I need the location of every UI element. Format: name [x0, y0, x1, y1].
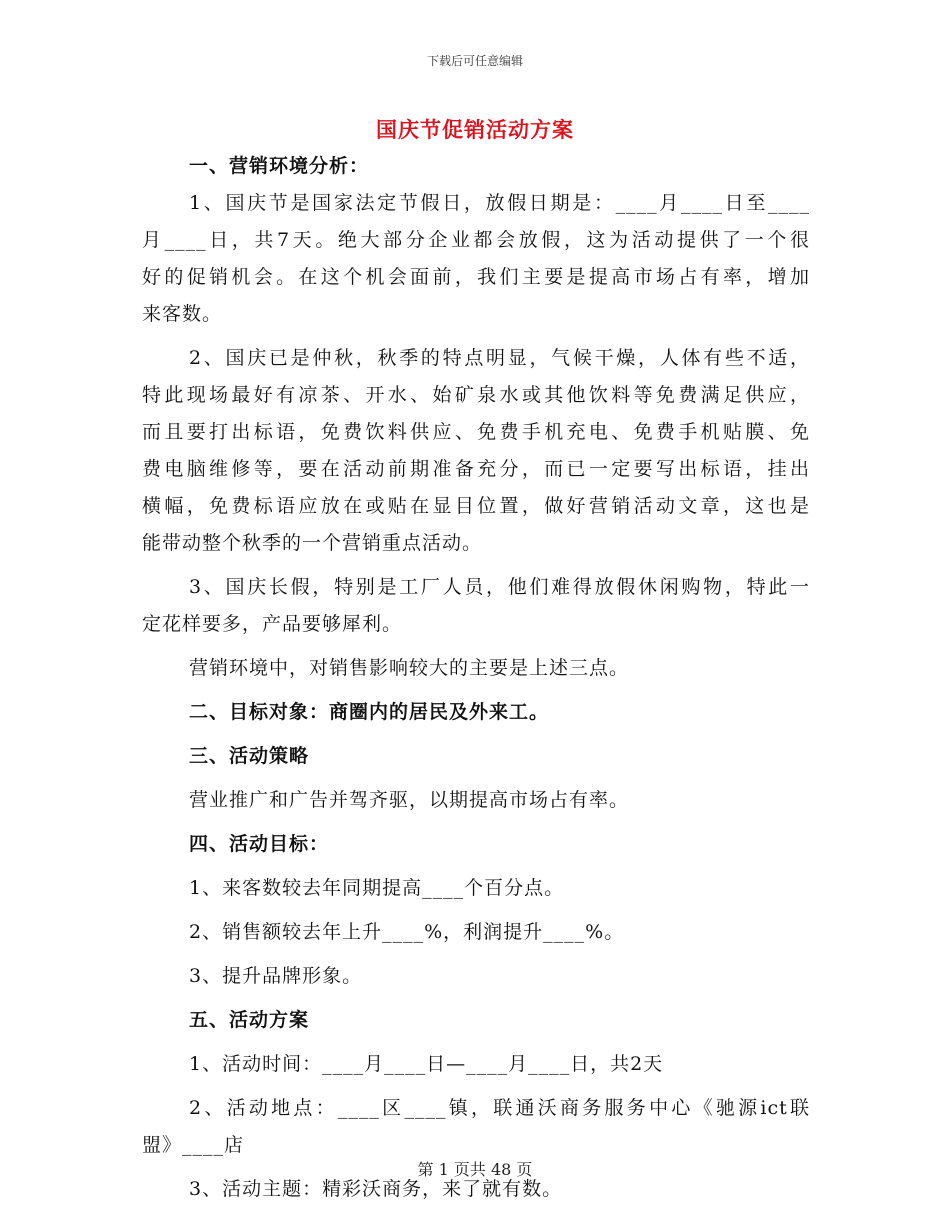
section-heading-marketing-environment: 一、营销环境分析：: [189, 155, 370, 177]
list-item: 2、活动地点：____区____镇，联通沃商务服务中心《驰源ict联: [189, 1097, 810, 1119]
list-item: 3、提升品牌形象。: [189, 965, 363, 987]
section-heading-target-audience: 二、目标对象：商圈内的居民及外来工。: [189, 701, 550, 723]
header-note: 下载后可任意编辑: [426, 54, 523, 68]
paragraph-line: 来客数。: [142, 303, 223, 325]
page-number: 第 1 页共 48 页: [417, 1160, 533, 1179]
paragraph-line: 费电脑维修等，要在活动前期准备充分，而已一定要写出标语，挂出: [142, 458, 810, 480]
paragraph-line: 特此现场最好有凉茶、开水、始矿泉水或其他饮料等免费满足供应，: [142, 384, 810, 406]
paragraph-line: 营销环境中，对销售影响较大的主要是上述三点。: [189, 657, 630, 679]
paragraph-line: 好的促销机会。在这个机会面前，我们主要是提高市场占有率，增加: [142, 266, 810, 288]
section-heading-strategy: 三、活动策略: [189, 745, 310, 767]
list-item-continuation: 盟》____店: [142, 1134, 245, 1156]
list-item: 1、来客数较去年同期提高____个百分点。: [189, 877, 565, 899]
paragraph-line: 营业推广和广告并驾齐驱，以期提高市场占有率。: [189, 789, 630, 811]
list-item: 2、销售额较去年上升____%，利润提升____%。: [189, 921, 625, 943]
paragraph-line: 能带动整个秋季的一个营销重点活动。: [142, 532, 483, 554]
section-heading-goals: 四、活动目标：: [189, 833, 330, 855]
section-heading-plan: 五、活动方案: [189, 1009, 310, 1031]
list-item: 3、活动主题：精彩沃商务，来了就有数。: [189, 1178, 563, 1200]
paragraph-line: 横幅，免费标语应放在或贴在显目位置，做好营销活动文章，这也是: [142, 495, 810, 517]
paragraph-line: 3、国庆长假，特别是工厂人员，他们难得放假休闲购物，特此一: [189, 576, 810, 598]
paragraph-line: 月____日，共7天。绝大部分企业都会放假，这为活动提供了一个很: [142, 229, 810, 251]
paragraph-line: 定花样要多，产品要够犀利。: [142, 613, 403, 635]
document-title: 国庆节促销活动方案: [376, 117, 574, 142]
paragraph-line: 而且要打出标语，免费饮料供应、免费手机充电、免费手机贴膜、免: [142, 421, 810, 443]
paragraph-line: 2、国庆已是仲秋，秋季的特点明显，气候干燥，人体有些不适，: [189, 347, 810, 369]
list-item: 1、活动时间：____月____日—____月____日，共2天: [189, 1053, 664, 1075]
document-body: [142, 148, 810, 1208]
paragraph-line: 1、国庆节是国家法定节假日，放假日期是：____月____日至____: [189, 192, 810, 214]
